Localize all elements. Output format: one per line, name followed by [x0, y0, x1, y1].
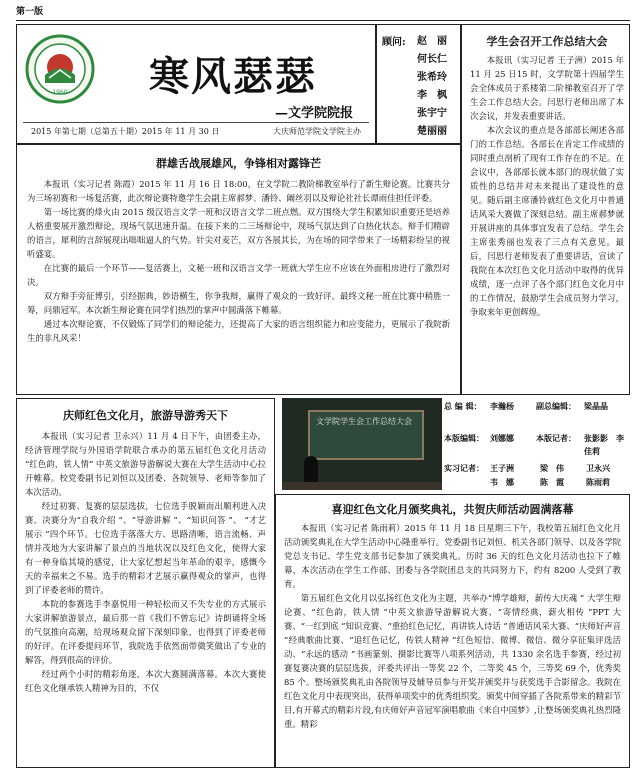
article-paragraph: 通过本次辩论赛，不仅锻炼了同学们的辩论能力，还提高了大家的语言组织能力和应变能力，更展示了我院新生的非凡风采！ — [27, 319, 450, 343]
advisor-name: 赵 丽 — [417, 36, 447, 47]
article-paragraph: 本报讯（实习记者 陈雨莉）2015 年 11 月 18 日星期三下午，我校第五届红色文化月活动颁奖典礼在大学生活动中心隆重举行。党委副书记刘恒、机关各部门领导、以及各学院党总支书记、学生党支部书记参加了颁奖典礼。历时 36 天的红色文化月活动也拉下了帷幕，本次活动在学生工作部、团委与各学院团总支的共同努力下，约有 8200 人受到了教育。 — [284, 523, 621, 589]
advisor-name: 楚丽丽 — [417, 126, 447, 137]
page-reporter: 张影影 李佳莉 — [584, 433, 624, 456]
reporter-name: 韦 娜 — [490, 477, 514, 487]
article-paragraph: 本报讯（实习记者 卫永兴）11 月 4 日下午，由团委主办，经济管理学院与外国语学院联合承办的第五届红色文化月活动 “红色韵，铁人情” 中英文旅游导游解说大赛在大学生活动中心拉开帷幕。校党委副书记刘恒以及团委、各院领导、老师等参加了本次活动。 — [25, 431, 266, 497]
sponsor-line: 大庆师范学院文学院主办 — [273, 127, 361, 136]
article-paragraph: 经过初赛、复赛的层层选拔，七位选手脱颖而出顺利进入决赛。决赛分为“自我介绍 ”、“导游讲解 ”、“知识问答 ”、 “才艺展示 ”四个环节。七位选手落落大方、思路清晰，语言流畅、声情并茂地为大家讲解了景点的当地状况以及红色文化，使得大家有一种身临其境的感觉，让大家忆想起当年革命的艰辛，感慨今天的幸福来之不易。选手的精彩才艺展示赢得观众的掌声，也得到了评委老师的赞许。 — [25, 501, 266, 595]
reporter-name: 陈雨莉 — [586, 477, 610, 487]
page-editor: 刘娜娜 — [490, 433, 514, 443]
article-debate — [16, 144, 461, 395]
reporter-name: 梁 伟 — [540, 463, 564, 473]
masthead — [16, 24, 376, 144]
article-headline: 学生会召开工作总结大会 — [486, 35, 608, 48]
advisor-name: 张宇宁 — [417, 108, 447, 119]
advisors-box — [376, 24, 461, 144]
article-paragraph: 本次会议的重点是各部部长阐述各部门的工作总结。各部长在肯定工作成绩的同时重点剖析了现有工作存在的不足。在会议中，各部部长就本部门的现状做了实质性的总结并对未来提出了建设性的意见。随后副主席潘铃就红色文化月中普通话风采大赛做了深刻总结。副主席郝梦就开展讲座的具体事宜发表了总结。学生会主席张秀丽也发表了三点有关意见。最后，闫思行老师发表了重要讲话，宣读了我院在本次红色文化月活动中取得的优异成绩，逐一点评了各个部门红色文化月中的工作情况，鼓励学生会成员努力学习，争取来年更创辉煌。 — [470, 125, 624, 317]
reporter-name: 王子洲 — [490, 463, 514, 473]
article-award — [275, 494, 630, 768]
top-rule — [16, 20, 630, 21]
deputy-editor: 梁晶晶 — [584, 401, 608, 411]
article-student-union — [461, 24, 630, 395]
article-paragraph: 在比赛的最后一个环节——复活赛上，文秘一班和汉语言文学一班就大学生应不应该在外面租房进行了激烈对决。 — [27, 263, 450, 287]
meeting-photo — [282, 398, 442, 490]
chief-editor-label: 总 编 辑： — [444, 401, 482, 411]
newspaper-title: 寒风瑟瑟 — [149, 53, 317, 100]
advisor-name: 张希玲 — [417, 72, 447, 83]
page-editor-label: 本版编辑： — [444, 433, 484, 443]
reporter-name: 卫永兴 — [586, 463, 610, 473]
page-reporter-label: 本版记者： — [536, 433, 576, 443]
reporters-label: 实习记者： — [444, 463, 484, 473]
article-paragraph: 双方辩手旁征博引，引经据典，妙语横生，你争我辩，赢得了观众的一致好评。最终文秘一班在比赛中稍胜一筹，问鼎冠军。本次新生辩论赛在同学们热烈的掌声中圆满落下帷幕。 — [27, 291, 450, 315]
article-paragraph: 本报讯（实习记者 王子洲）2015 年 11 月 25 日15 时，文学院第十四届学生会全体成员于系楼第二阶梯教室召开了学生会工作总结大会。闫思行老师出席了本次会议，并发表重要讲话。 — [470, 55, 624, 121]
issue-line: 2015 年第七期（总第五十期）2015 年 11 月 30 日 — [31, 127, 220, 136]
advisor-name: 李 枫 — [417, 90, 447, 101]
reporter-name: 陈 霞 — [540, 477, 564, 487]
advisors-list — [417, 33, 447, 141]
edition-label: 第一版 — [16, 7, 44, 17]
article-paragraph: 本报讯（实习记者 陈霞）2015 年 11 月 16 日 18:00，在文学院二教阶梯教室举行了新生辩论赛。比赛共分为三场初赛和一场复活赛，此次辩论赛特邀学生会副主席郝梦、潘铃、阚丝羽以及辩论社社长谭雨佳担任评委。 — [27, 179, 450, 203]
staff-box — [444, 398, 630, 494]
newspaper-subtitle: —文学院院报 — [275, 106, 354, 121]
photo-board-text: 文学院学生会工作总结大会 — [316, 417, 412, 426]
deputy-editor-label: 副总编辑： — [536, 401, 576, 411]
chief-editor: 李瀚杨 — [490, 401, 514, 411]
photo-floor — [282, 482, 442, 490]
masthead-rule — [23, 122, 369, 123]
advisors-label: 顾问: — [382, 37, 406, 48]
article-headline: 庆师红色文化月，旅游导游秀天下 — [63, 409, 228, 422]
article-paragraph: 本院的参赛选手李嘉悦用一种轻松而又不失专业的方式展示大家讲解旅游景点，最后那一首《我们不曾忘记》诗朗诵将全场的气氛推向高潮，给现场观众留下深刻印象，也得到了评委老师的好评。在评委提问环节，我院选手依然面带微笑做出了专业的解答，得到很高的评价。 — [25, 599, 266, 665]
article-paragraph: 经过两个小时的精彩角逐，本次大赛圆满落幕。本次大赛使红色文化继承铁人精神为目的，不仅 — [25, 669, 266, 693]
article-paragraph: 第五届红色文化月以弘扬红色文化为主题，共举办“博学雄辩，薪传大庆魂 ” 大学生辩论赛、“红色韵，铁人情 ”中英文旅游导游解说大赛、“寄情经典，薪火相传 ”PPT 大赛、“一红到底 ”知识竞赛、“重拾红色记忆，再讲铁人诗话 ”普通话风采大赛、“庆师好声音 ”经典歌曲比赛、“追红色记忆，传铁人精神 ”红色短信、微博、微信、微分享征集评选活动、“永远的感动 ”书画篆刻、摄影比赛等八项系列活动，共 1330 余名选手参赛，经过初赛复赛决赛的层层选拔，评委共评出一等奖 22 个，二等奖 45 个，三等奖 69 个，优秀奖 85 个。整场颁奖典礼由各院领导及辅导员参与开奖并颁奖并与获奖选手合影留念。我院在红色文化月中表现突出，获得单项奖中的优秀组织奖。颁奖中间穿插了各院系带来的精彩节目,有开幕式的精彩片段,有庆师好声音冠军演唱歌曲《来自中国梦》,让整场颁奖典礼热烈隆重。精彩 — [284, 593, 621, 729]
svg-text:1960: 1960 — [52, 89, 68, 96]
article-paragraph: 第一场比赛的烽火由 2015 级汉语言文学一班和汉语言文学二班点燃。双方围绕大学生积累知识重要还是培养人格重要展开激烈辩论，现场气氛迅速升温。在接下来的二三场辩论中，现场气氛达到了白热化状态。辩手们精辟的语言，犀利的言辞展现出咄咄逼人的气势。针尖对麦芒，双方各展其长，为在场的同学带来了一场精彩纷呈的视听盛宴。 — [27, 207, 450, 259]
article-headline: 喜迎红色文化月颁奖典礼，共贺庆师活动圆满落幕 — [331, 503, 574, 516]
advisor-name: 何长仁 — [417, 54, 447, 65]
article-tour — [16, 398, 275, 768]
college-logo — [25, 34, 95, 104]
article-headline: 群雄舌战展雄风，争锋相对露锋芒 — [156, 157, 321, 170]
